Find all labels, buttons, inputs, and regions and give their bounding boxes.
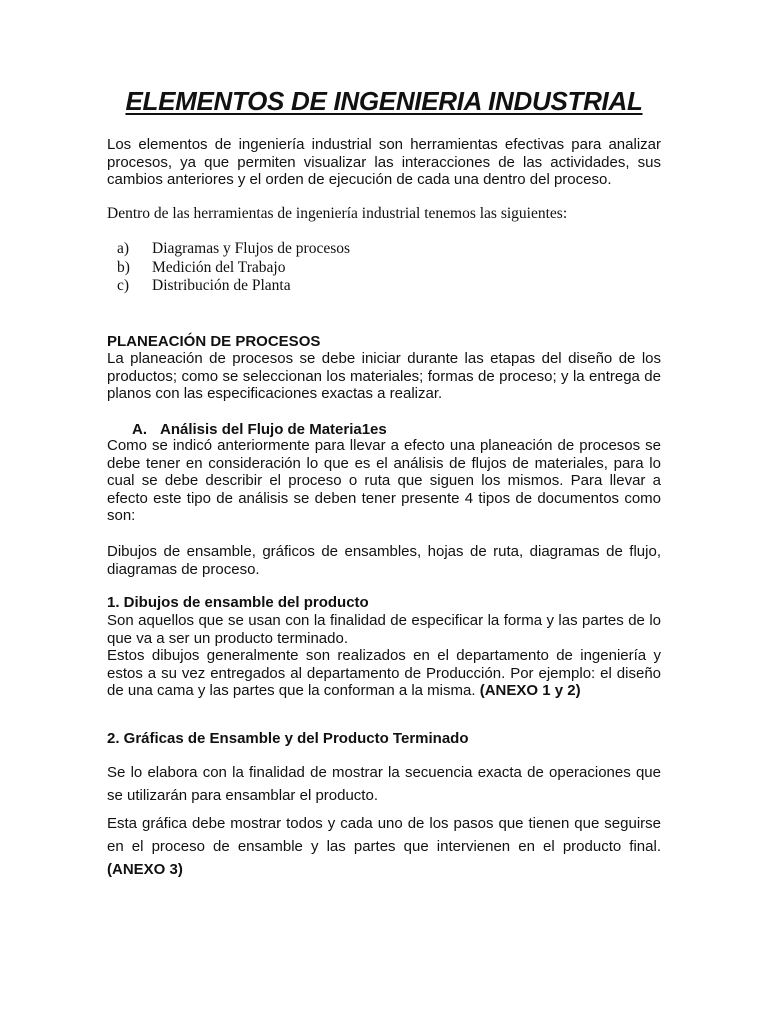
document-title: ELEMENTOS DE INGENIERIA INDUSTRIAL [125,86,643,116]
planeacion-paragraph: La planeación de procesos se debe iniciar durante las etapas del diseño de los productos; como se seleccionan los materiales; formas de proceso; y la entrega de planos con las especificaciones exactas a realizar. [107,350,661,403]
analisis-marker: A. [132,421,147,438]
analisis-paragraph: Como se indicó anteriormente para llevar a efecto una planeación de procesos se debe tener en consideración lo que es el análisis de flujos de materiales, para lo cual se debe describir el proceso o ruta que siguen los mismos. Para llevar a efecto este tipo de análisis se deben tener presente 4 tipos de documentos como son: [107,437,661,525]
section1-paragraph-2-text: Estos dibujos generalmente son realizados en el departamento de ingeniería y estos a su vez entregados al departamento de Producción. Por ejemplo: el diseño de una cama y las partes que la conforman a la misma. [107,647,661,700]
list-marker: b) [117,258,130,276]
section2-paragraph-2 [107,812,661,881]
list-item-text: Medición del Trabajo [152,258,286,276]
list-item-text: Diagramas y Flujos de procesos [152,240,351,257]
section1-heading: 1. Dibujos de ensamble del producto [107,594,369,611]
list-marker: c) [117,277,130,294]
section1-paragraph-1: Son aquellos que se usan con la finalidad de especificar la forma y las partes de lo que va a ser un producto terminado. [107,612,661,647]
tools-list [117,240,350,296]
list-item [117,240,350,259]
documents-paragraph: Dibujos de ensamble, gráficos de ensambles, hojas de ruta, diagramas de flujo, diagramas de proceso. [107,543,661,578]
list-item [117,277,350,296]
section1-annex: (ANEXO 1 y 2) [479,682,581,700]
list-item-text: Distribución de Planta [152,277,291,294]
analisis-heading [132,421,387,439]
planeacion-heading: PLANEACIÓN DE PROCESOS [107,333,321,350]
intro-paragraph: Los elementos de ingeniería industrial son herramientas efectivas para analizar procesos, ya que permiten visualizar las interacciones de las actividades, sus cambios anteriores y el orden de ejecución de cada una dentro del proceso. [107,136,661,189]
section2-paragraph-1: Se lo elabora con la finalidad de mostrar la secuencia exacta de operaciones que se utilizarán para ensamblar el producto. [107,764,661,804]
section1-paragraph-2 [107,647,661,700]
list-item [117,259,350,278]
analisis-heading-text: Análisis del Flujo de Materia1es [160,421,387,438]
tools-intro: Dentro de las herramientas de ingeniería industrial tenemos las siguientes: [107,205,568,222]
section2-annex: (ANEXO 3) [107,861,183,878]
section2-paragraph-2-text: Esta gráfica debe mostrar todos y cada uno de los pasos que tienen que seguirse en el proceso de ensamble y las partes que intervienen en el producto final. [107,815,661,855]
section2-heading: 2. Gráficas de Ensamble y del Producto Terminado [107,730,469,747]
list-marker: a) [117,240,130,257]
